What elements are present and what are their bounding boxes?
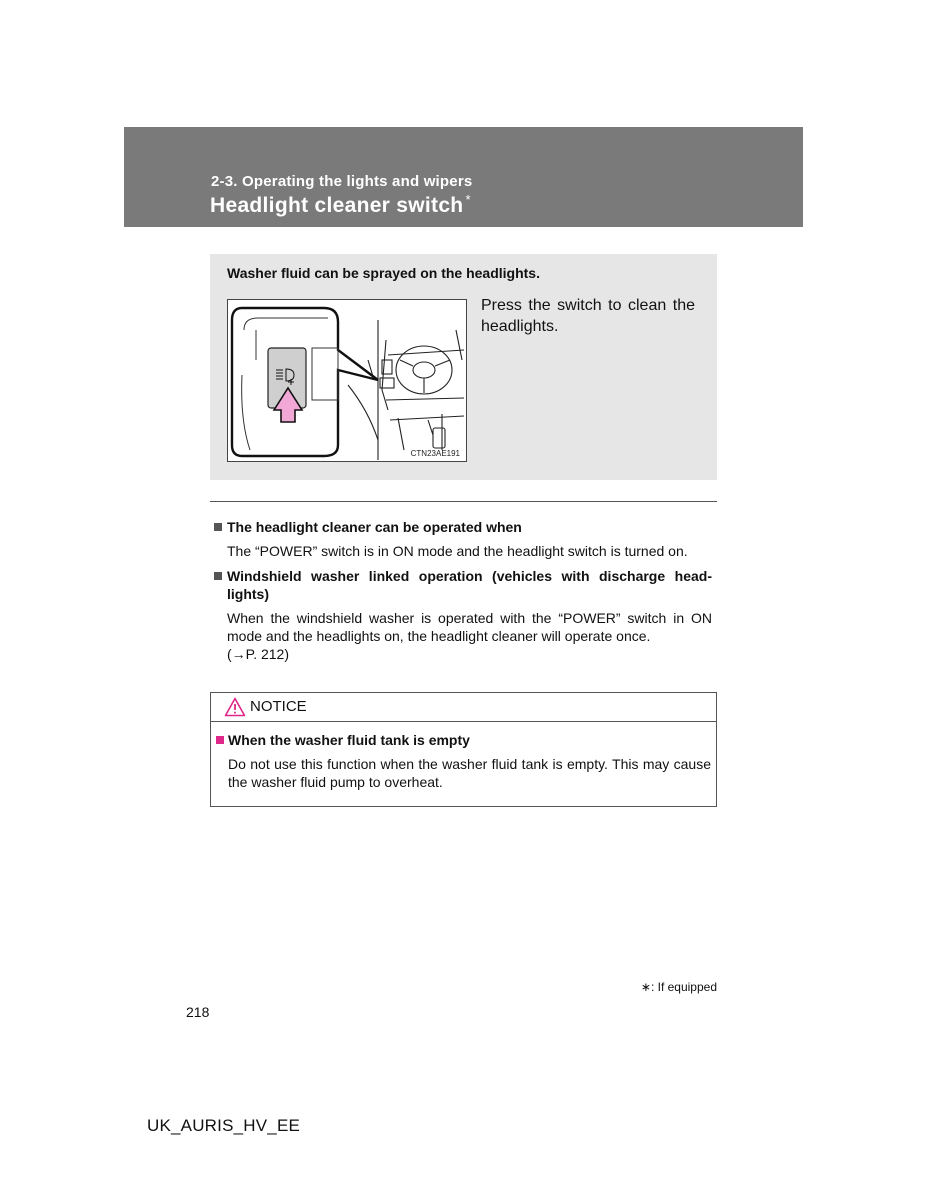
section-header [124,127,803,227]
notice-label: NOTICE [250,698,307,715]
note-body: The “POWER” switch is in ON mode and the headlight switch is turned on. [227,543,688,559]
page-title [210,194,471,218]
page-number: 218 [186,1004,210,1020]
intro-instruction: Press the switch to clean the headlights. [481,297,695,335]
switch-illustration [227,299,467,462]
square-bullet-icon [214,523,222,531]
note-title: The headlight cleaner can be operated when [214,518,712,536]
intro-heading: Washer fluid can be sprayed on the headlights. [227,265,540,281]
divider [210,501,717,502]
notice-title: When the washer fluid tank is empty [216,731,711,749]
footnote: ∗: If equipped [640,980,717,994]
if-equipped-mark: * [465,192,471,207]
document-code: UK_AURIS_HV_EE [147,1116,301,1135]
figure-code: CTN23AE191 [410,449,460,458]
warning-triangle-icon [224,697,246,717]
page-title-text: Headlight cleaner switch [210,194,464,217]
notice-box [210,692,717,807]
note-item [214,567,712,663]
section-label: 2-3. Operating the lights and wipers [211,173,473,190]
dashboard-illustration [228,300,466,461]
notice-header [211,693,716,722]
notice-text: Do not use this function when the washer fluid tank is empty. This may cause the washer fluid pump to overheat. [228,756,711,790]
square-bullet-icon [214,572,222,580]
square-bullet-icon [216,736,224,744]
intro-box [210,254,717,480]
page-reference-link[interactable]: (→P. 212) [227,646,289,662]
note-title: Windshield washer linked operation (vehicles with discharge head-lights) [214,567,712,603]
note-body: When the windshield washer is operated with the “POWER” switch in ON mode and the headlights on, the headlight cleaner will operate once. (→P. 212) [227,610,712,662]
note-item [214,518,712,560]
notice-content [216,731,711,791]
